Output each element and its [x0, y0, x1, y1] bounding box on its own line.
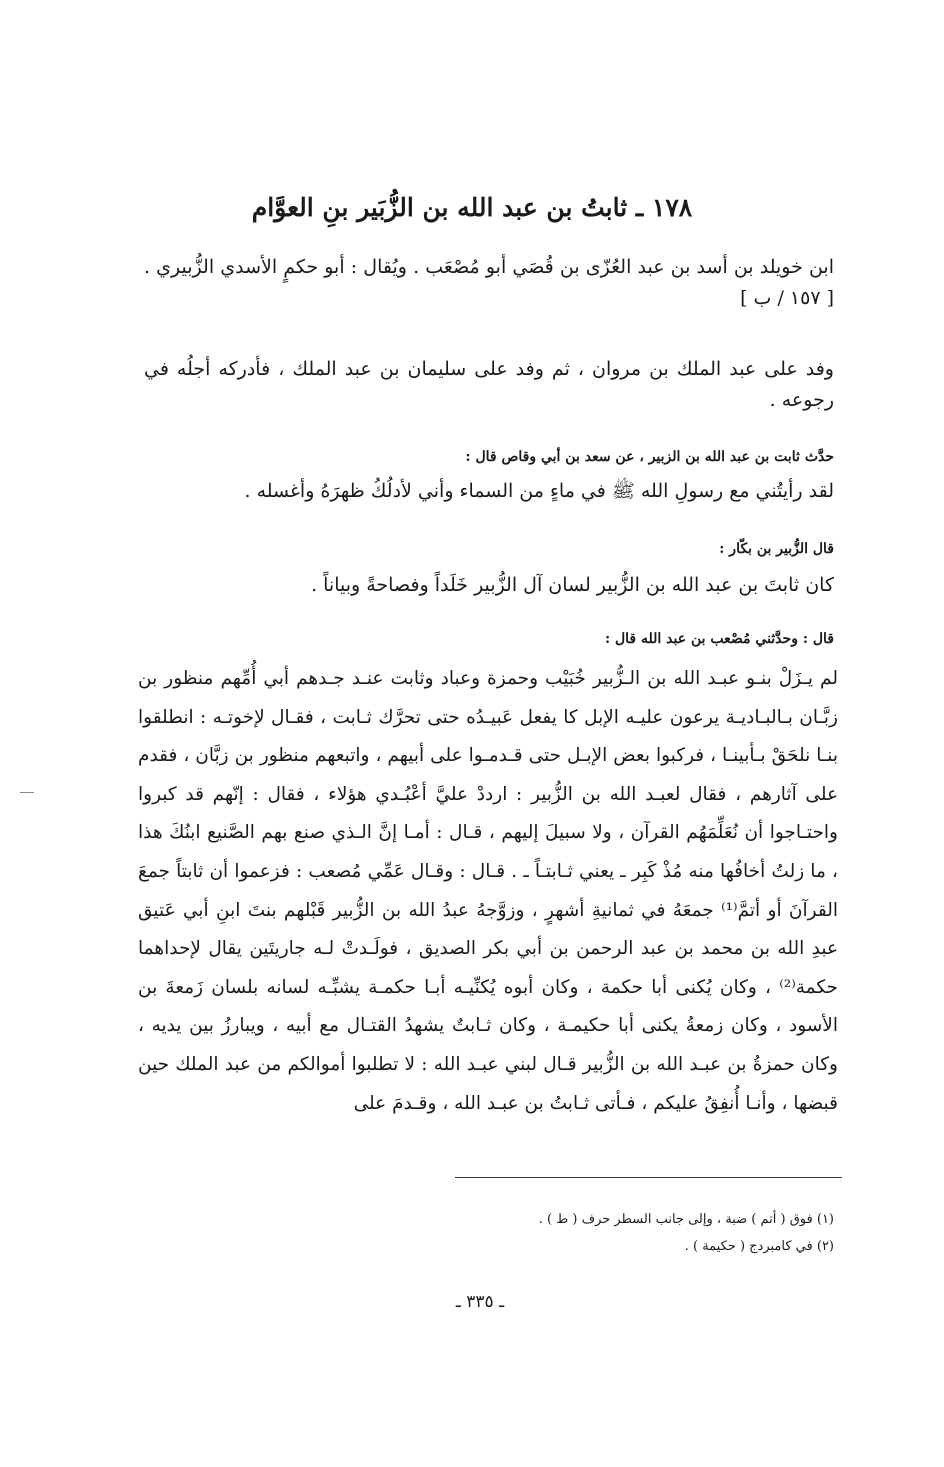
footnotes [434, 1206, 834, 1260]
entry-wafad-paragraph: وفد على عبد الملك بن مروان ، ثم وفد على سليمان بن عبد الملك ، فأدركه أجلُه في رجوعه . [144, 358, 834, 411]
entry-title: ١٧٨ ـ ثابتُ بن عبد الله بن الزُّبَير بنِ العوَّام [251, 193, 693, 222]
footnote-divider [455, 1177, 842, 1178]
zubair-quote-text: كان ثابتَ بن عبد الله بن الزُّبير لسان آل الزُّبير خَلَداً وفصاحةً وبياناً . [311, 574, 834, 596]
musab-narrator-line: قال : وحدَّثني مُصْعب بن عبد الله قال : [604, 631, 834, 647]
musab-account-paragraph: لم يـزَلْ بنـو عبـد الله بن الـزُّبير خُبَيْب وحمزة وعباد وثابت عنـد جـدهم أبي أُمِّهم منظور بن زبَّـان بـالبـاديـة يرعون عليـه الإبل كا يفعل عَبيـدُه حتى تحرَّك ثـابت ، فقـال لإخوتـه : انطلقوا بنـا نلحَقْ بـأبينـا ، فركبوا بعض الإبـل حتى قـدمـوا على أبيهم ، واتبعهم منظور بن زبَّان ، فقدم على آثارهم ، فقال لعبـد الله بن الزُّبير : ارددْ عليَّ أعْبُـدي هؤلاء ، فقال : إنّهم قد كبروا واحتـاجوا أن نُعَلِّمَهُم القرآن ، ولا سبيلَ إليهم ، قـال : أمـا إنَّ الـذي صنع بهم الصَّنيع ابنُكَ هذا ، ما زلتُ أخافُها منه مُذْ كَبِر ـ يعني ثـابتـاً ـ . قـال : وقـال عَمِّي مُصعب : فزعموا أن ثابتاً جمعَ القرآنَ أو أتمَّ⁽¹⁾ جمعَهُ في ثمانيةِ أشهرٍ ، وزوَّجهُ عبدُ الله بن الزُّبير قَبْلهم بنتَ ابنِ أبي عَتيق عبدِ الله بن محمد بن عبد الرحمن بن أبي بكر الصديق ، فولَـدتْ لـه جاريتَين يقال لإحداهما حكمة⁽²⁾ ، وكان يُكنى أبا حكمة ، وكان أبوه يُكنِّيـه أبـا حكمـة يشبِّـه لسانه بلسان زَمعةَ بن الأسود ، وكان زمعةُ يكنى أبا حكيمـة ، وكان ثـابتٌ يشهدُ القتـال مع أبيه ، ويبارزُ بين يديه ، وكان حمزةُ بن عبـد الله بن الزُّبير قـال لبني عبـد الله : لا تطلبوا أموالكم من عبد الملك حين قبضها ، وأنـا أُنفِقُ عليكم ، فـأتى ثـابتُ بن عبـد الله ، وقـدمَ على [138, 668, 838, 1114]
hadith-text: لقد رأيتُني مع رسولِ الله ﷺ في ماءٍ من السماء وأني لأدلُكُ ظهرَهُ وأغسله . [244, 480, 834, 502]
page-number: ـ ٣٣٥ ـ [455, 1292, 505, 1312]
hadith-narrator-line: حدَّث ثابت بن عبد الله بن الزبير ، عن سعد بن أبي وقاص قال : [465, 449, 834, 465]
footnote-2: (٢) في كامبردج ( حكيمة ) . [684, 1239, 834, 1254]
margin-scan-mark [20, 792, 34, 793]
footnote-1: (١) فوق ( أتم ) ضبة ، وإلى جانب السطر حرف ( ط ) . [538, 1212, 834, 1227]
zubair-narrator-line: قال الزُّبير بن بكّار : [719, 541, 834, 557]
entry-intro-paragraph: ابن خويلد بن أسد بن عبد العُزّى بن قُصَي أبو مُصْعَب . ويُقال : أبو حكمٍ الأسدي الزُّبيري . [ ١٥٧ / ب ] [144, 256, 834, 309]
